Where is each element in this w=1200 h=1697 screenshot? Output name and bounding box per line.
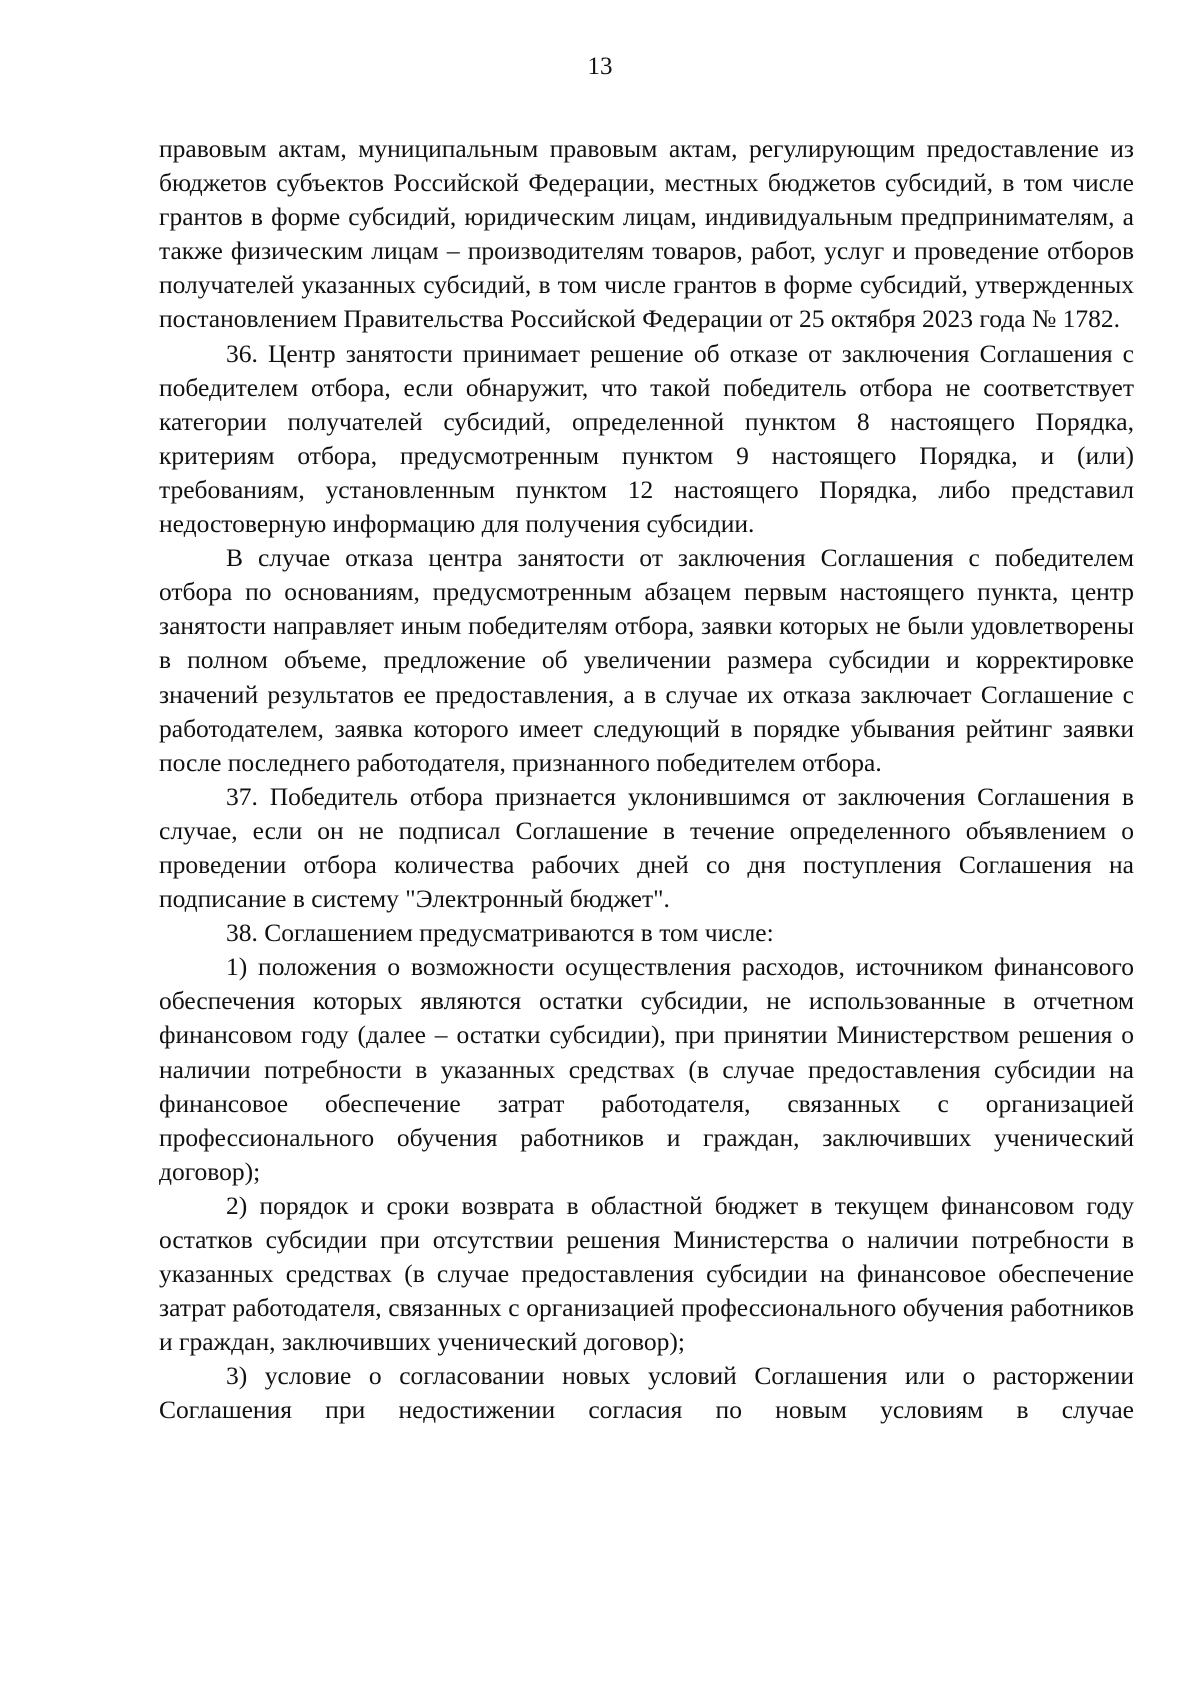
paragraph-38: 38. Соглашением предусматриваются в том числе:: [226, 918, 774, 948]
paragraph-36: 36. Центр занятости принимает решение об отказе от заключения Соглашения с победителем отбора, если обнаружит, что такой победитель отбора не соответствует категории получателей субсидий, определенной пунктом 8 настоящего Порядка, критериям отбора, предусмотренным пунктом 9 настоящего Порядка, и (или) требованиям, установленным пунктом 12 настоящего Порядка, либо представил недостоверную информацию для получения субсидии.: [159, 338, 1134, 539]
paragraph-38-item-1: 1) положения о возможности осуществления расходов, источником финансового обеспечения которых являются остатки субсидии, не использованные в отчетном финансовом году (далее – остатки субсидии), при принятии Министерством решения о наличии потребности в указанных средствах (в случае предоставления субсидии на финансовое обеспечение затрат работодателя, связанных с организацией профессионального обучения работников и граждан, заключивших ученический договор);: [159, 952, 1134, 1186]
paragraph-37: 37. Победитель отбора признается уклонившимся от заключения Соглашения в случае, если он не подписал Соглашение в течение определенного объявлением о проведении отбора количества рабочих дней со дня поступления Соглашения на подписание в систему "Электронный бюджет".: [159, 781, 1134, 914]
paragraph-38-item-3: 3) условие о согласовании новых условий Соглашения или о расторжении Соглашения при недостижении согласия по новым условиям в случае: [159, 1361, 1134, 1425]
paragraph-continuation: правовым актам, муниципальным правовым актам, регулирующим предоставление из бюджетов субъектов Российской Федерации, местных бюджетов субсидий, в том числе грантов в форме субсидий, юридическим лицам, индивидуальным предпринимателям, а также физическим лицам – производителям товаров, работ, услуг и проведение отборов получателей указанных субсидий, в том числе грантов в форме субсидий, утвержденных постановлением Правительства Российской Федерации от 25 октября 2023 года № 1782.: [159, 134, 1134, 334]
page-number: 13: [587, 53, 613, 80]
paragraph-38-item-2: 2) порядок и сроки возврата в областной бюджет в текущем финансовом году остатков субсидии при отсутствии решения Министерства о наличии потребности в указанных средствах (в случае предоставления субсидии на финансовое обеспечение затрат работодателя, связанных с организацией профессионального обучения работников и граждан, заключивших ученический договор);: [159, 1190, 1134, 1357]
paragraph-36-second: В случае отказа центра занятости от заключения Соглашения с победителем отбора по основаниям, предусмотренным абзацем первым настоящего пункта, центр занятости направляет иным победителям отбора, заявки которых не были удовлетворены в полном объеме, предложение об увеличении размера субсидии и корректировке значений результатов ее предоставления, а в случае их отказа заключает Соглашение с работодателем, заявка которого имеет следующий в порядке убывания рейтинг заявки после последнего работодателя, признанного победителем отбора.: [159, 543, 1134, 777]
document-body: [159, 132, 1134, 1428]
